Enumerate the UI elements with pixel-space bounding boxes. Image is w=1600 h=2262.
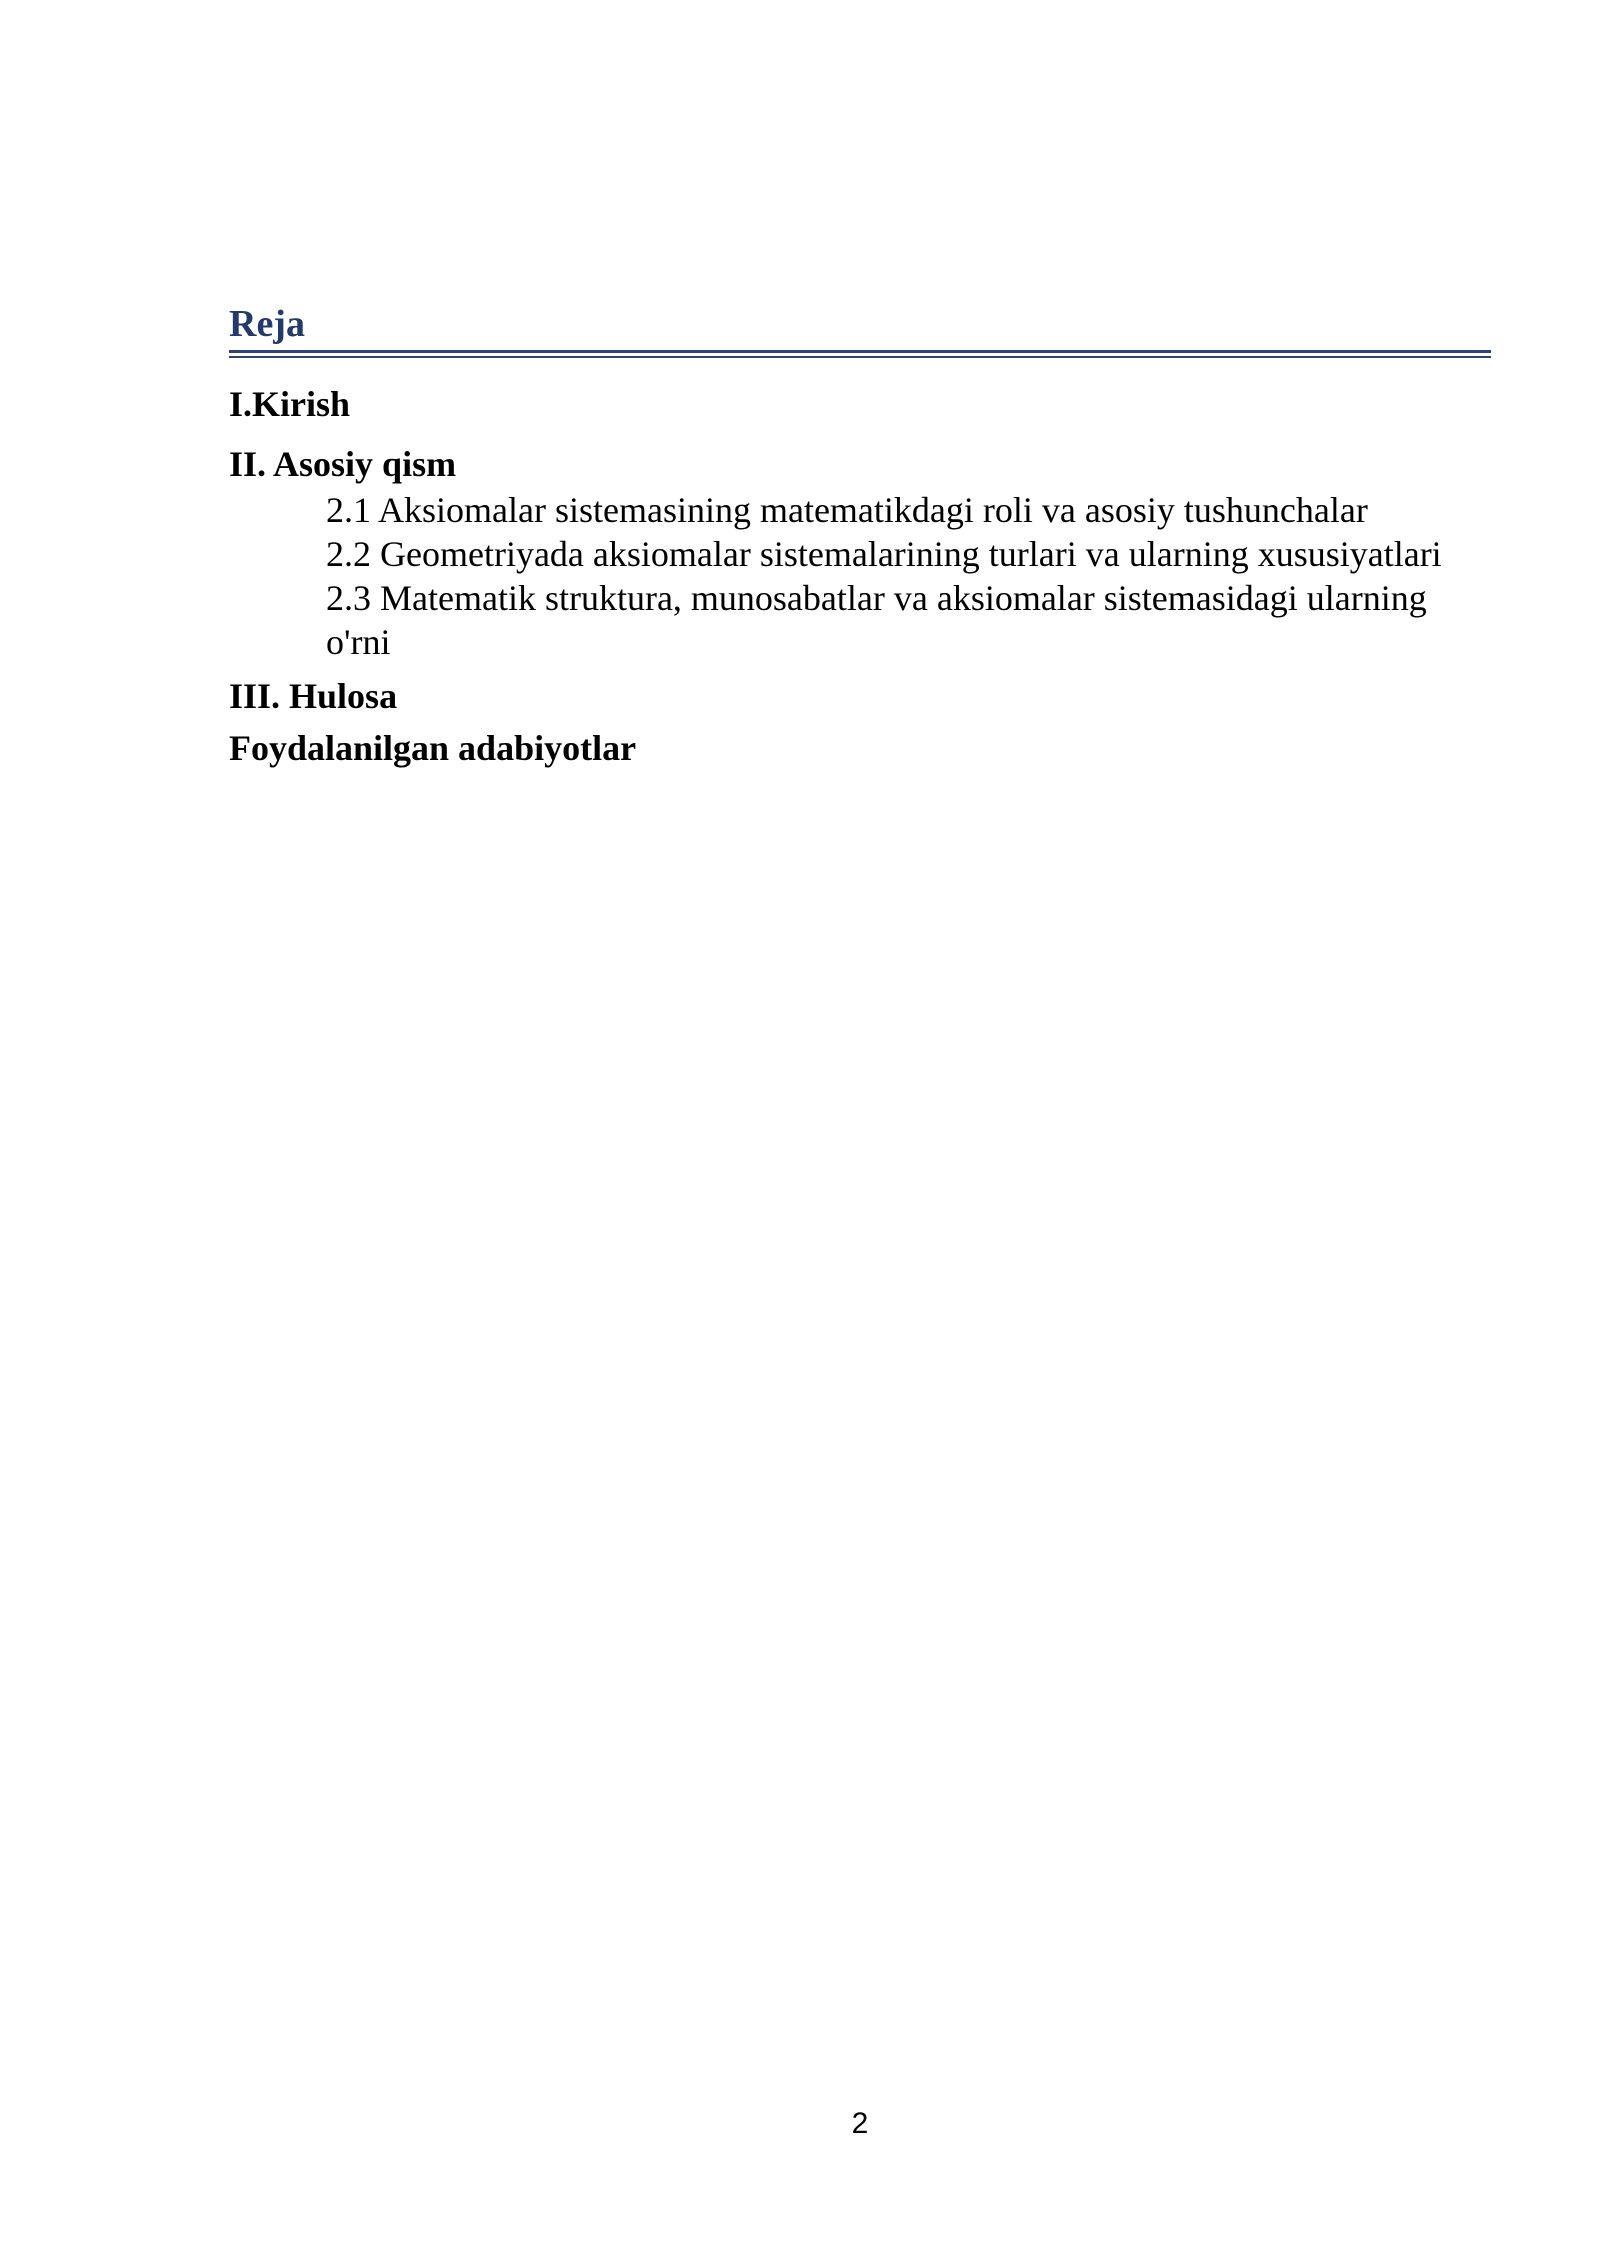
page-number: 2 [851, 2107, 869, 2140]
toc-item-kirish: I.Kirish [229, 384, 351, 424]
page-heading: Reja [229, 303, 305, 345]
table-of-contents [229, 382, 1491, 770]
toc-item-asosiy-qism: II. Asosiy qism [229, 444, 457, 484]
heading-underline-secondary [229, 356, 1491, 358]
toc-sub-item: 2.3 Matematik struktura, munosabatlar va aksiomalar sistemasidagi ularning o'rni [326, 578, 1427, 662]
toc-item-hulosa: III. Hulosa [229, 676, 398, 716]
toc-sub-item: 2.2 Geometriyada aksiomalar sistemalarining turlari va ularning xususiyatlari [326, 534, 1442, 574]
toc-item-adabiyotlar: Foydalanilgan adabiyotlar [229, 728, 637, 768]
toc-sub-list [326, 488, 1491, 664]
toc-sub-item: 2.1 Aksiomalar sistemasining matematikdagi roli va asosiy tushunchalar [326, 490, 1368, 530]
page-content [229, 300, 1491, 770]
heading-underline [229, 350, 1491, 353]
